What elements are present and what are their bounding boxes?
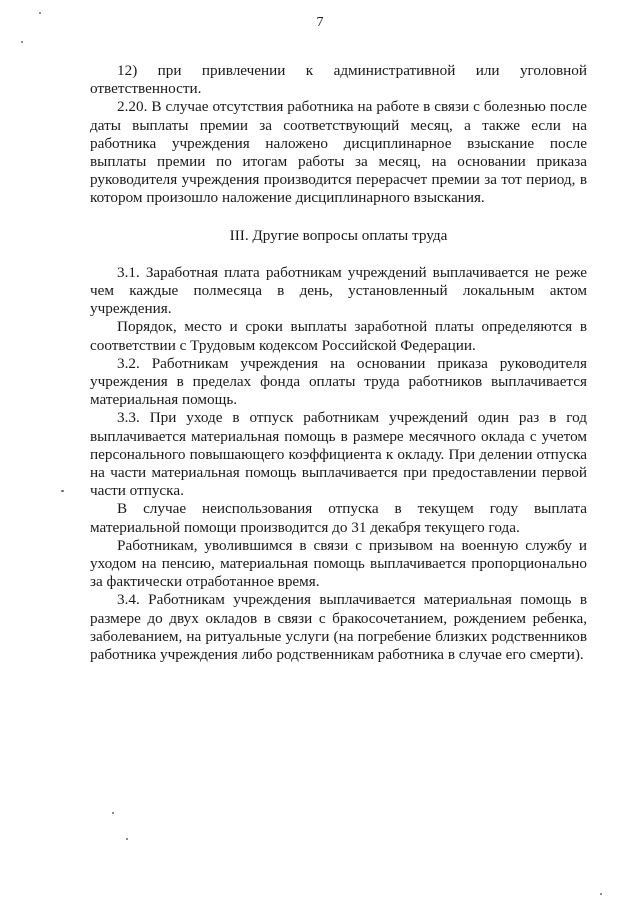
section-heading: III. Другие вопросы оплаты труда <box>229 226 448 244</box>
clause-3-1-paragraph: 3.1. Заработная плата работникам учреждений выплачивается не реже чем каждые полмесяца в день, установленный локальным актом учреждения. <box>90 263 587 318</box>
clause-3-2-paragraph: 3.2. Работникам учреждения на основании приказа руководителя учреждения в пределах фонда оплаты труда работников выплачивается материальная помощь. <box>90 354 587 409</box>
scan-speck <box>600 893 602 895</box>
scan-speck <box>39 12 41 14</box>
scan-speck <box>21 41 23 43</box>
scan-speck <box>112 812 114 814</box>
scan-speck <box>126 838 128 840</box>
dismissed-workers-paragraph: Работникам, уволившимся в связи с призывом на военную службу и уходом на пенсию, материальная помощь выплачивается пропорционально за фактически отработанное время. <box>90 536 587 591</box>
page-number: 7 <box>316 15 324 30</box>
payment-order-paragraph: Порядок, место и сроки выплаты заработной платы определяются в соответствии с Трудовым кодексом Российской Федерации. <box>90 318 587 354</box>
clause-3-4-paragraph: 3.4. Работникам учреждения выплачивается материальная помощь в размере до двух окладов в связи с бракосочетанием, рождением ребенка, заболеванием, на ритуальные услуги (на погребение близких родственников работника учреждения либо родственникам работника в случае его смерти). <box>90 591 587 664</box>
clause-2-20-paragraph: 2.20. В случае отсутствия работника на работе в связи с болезнью после даты выплаты премии за соответствующий месяц, а также если на работника учреждения наложено дисциплинарное взыскание после выплаты премии по итогам работы за месяц, на основании приказа руководителя учреждения производится перерасчет премии за тот период, в котором произошло наложение дисциплинарного взыскания. <box>90 98 587 207</box>
unused-vacation-paragraph: В случае неиспользования отпуска в текущем году выплата материальной помощи производится до 31 декабря текущего года. <box>90 500 587 536</box>
scan-speck <box>61 490 64 492</box>
item-12-paragraph: 12) при привлечении к административной или уголовной ответственности. <box>90 62 587 98</box>
clause-3-3-paragraph: 3.3. При уходе в отпуск работникам учреждений один раз в год выплачивается материальная помощь в размере месячного оклада с учетом персонального повышающего коэффициента к окладу. При делении отпуска на части материальная помощь выплачивается при предоставлении первой части отпуска. <box>90 409 587 500</box>
document-body <box>90 62 587 664</box>
